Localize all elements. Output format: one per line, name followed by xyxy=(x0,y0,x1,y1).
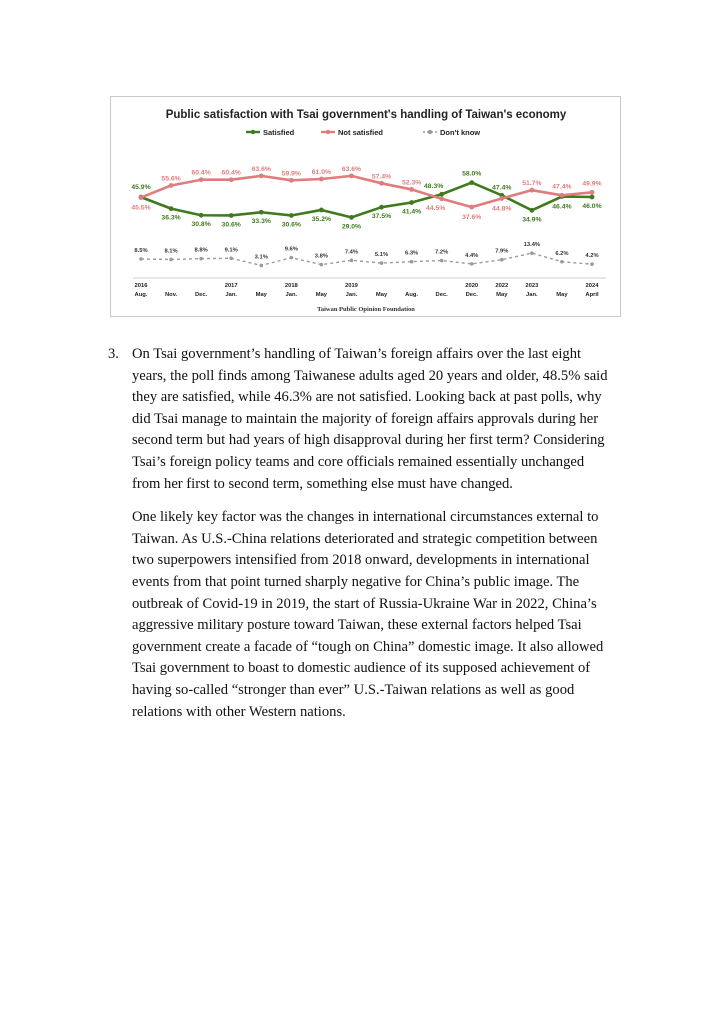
data-label: 55.6% xyxy=(161,175,181,183)
data-point xyxy=(139,195,144,200)
x-tick-label: April xyxy=(585,292,599,298)
data-label: 7.2% xyxy=(435,249,449,256)
data-point xyxy=(259,173,264,178)
data-label: 30.6% xyxy=(221,221,241,229)
x-tick-label-year: 2016 xyxy=(134,283,148,289)
series-layer xyxy=(131,166,601,267)
data-label: 44.8% xyxy=(492,205,512,213)
series-don-t-know xyxy=(134,242,598,267)
data-point xyxy=(529,208,534,213)
list-number: 3. xyxy=(108,346,119,362)
paragraph: One likely key factor was the changes in international circumstances external to Taiwan. As U.S.-China relations deteriorated and strategic competition between two superpowers intensified from 2018 onward, developments in international events from that point turned sharply negative for China’s public image. The outbreak of Covid-19 in 2019, the start of Russia-Ukraine War in 2022, China’s aggressive military posture toward Taiwan, these external factors helped Tsai government create a facade of “tough on China” domestic image. It also allowed Tsai government to boast to domestic audience of its supposed achievement of having so-called “stronger than ever” U.S.-Taiwan relations as well as good relations with other Western nations. xyxy=(132,509,604,720)
data-label: 4.2% xyxy=(585,253,599,260)
data-label: 30.6% xyxy=(281,221,301,229)
data-label: 6.3% xyxy=(404,250,419,257)
legend-marker xyxy=(326,130,330,134)
data-point xyxy=(470,262,474,266)
data-point xyxy=(350,259,354,263)
data-point xyxy=(319,177,324,182)
x-tick-label: Dec. xyxy=(465,292,478,298)
data-point xyxy=(590,190,595,195)
economy-satisfaction-chart xyxy=(110,96,621,317)
data-point xyxy=(380,261,384,265)
data-label: 44.5% xyxy=(426,204,446,212)
x-tick-label: May xyxy=(496,292,508,298)
data-point xyxy=(530,251,534,255)
data-label: 33.3% xyxy=(251,218,271,226)
x-tick-label-year: 2019 xyxy=(345,283,358,289)
data-point xyxy=(349,173,354,178)
x-axis-labels xyxy=(135,283,600,298)
x-tick-label: May xyxy=(556,292,568,298)
legend-entry xyxy=(246,128,295,137)
data-point xyxy=(199,213,204,218)
chart-canvas xyxy=(111,97,622,318)
data-point xyxy=(469,180,474,185)
data-point xyxy=(289,178,294,183)
data-label: 9.1% xyxy=(224,247,238,254)
paragraph: On Tsai government’s handling of Taiwan’s foreign affairs over the last eight years, the poll finds among Taiwanese adults aged 20 years and older, 48.5% said they are satisfied, while 46.3% are not satisfied. Looking back at past polls, why did Tsai manage to maintain the majority of foreign affairs approvals during her second term but had years of high disapproval during her first term? Considering Tsai’s foreign policy teams and core officials remained essentially unchanged from her first to second term, something else must have changed. xyxy=(132,346,608,492)
data-label: 37.6% xyxy=(462,214,482,222)
data-label: 61.0% xyxy=(311,169,332,176)
data-point xyxy=(499,196,504,201)
data-point xyxy=(259,264,263,268)
data-point xyxy=(169,258,173,262)
chart-legend xyxy=(246,128,480,137)
data-point xyxy=(500,258,504,262)
data-label: 29.0% xyxy=(341,223,362,231)
x-tick-label-year: 2018 xyxy=(284,283,298,289)
data-label: 63.6% xyxy=(251,165,271,173)
data-point xyxy=(410,260,414,264)
data-label: 60.4% xyxy=(191,169,211,177)
data-label: 60.4% xyxy=(221,169,241,177)
data-point xyxy=(379,181,384,186)
data-label: 47.4% xyxy=(552,183,572,191)
data-point xyxy=(320,263,324,267)
data-label: 35.2% xyxy=(311,215,332,223)
data-point xyxy=(229,256,233,260)
data-label: 30.8% xyxy=(191,221,211,229)
data-label: 49.9% xyxy=(582,180,602,188)
data-label: 7.9% xyxy=(495,248,509,255)
data-point xyxy=(169,206,174,211)
data-label: 47.4% xyxy=(492,184,512,192)
data-label: 37.5% xyxy=(371,213,392,221)
data-label: 4.4% xyxy=(465,252,479,259)
data-label: 46.4% xyxy=(552,203,572,211)
data-point xyxy=(229,213,234,218)
data-label: 6.2% xyxy=(555,250,569,257)
x-tick-label-year: 2017 xyxy=(224,283,238,289)
data-label: 8.5% xyxy=(134,248,148,254)
legend-label: Not satisfied xyxy=(338,128,384,137)
data-point xyxy=(469,205,474,210)
data-label: 59.9% xyxy=(281,170,301,178)
data-point xyxy=(409,187,414,192)
legend-entry xyxy=(423,128,480,137)
x-tick-label-year: 2023 xyxy=(525,283,539,289)
data-point xyxy=(319,208,324,213)
x-tick-label-year: 2020 xyxy=(465,283,479,289)
x-tick-label: Jan. xyxy=(285,292,298,298)
legend-marker xyxy=(428,130,432,134)
data-point xyxy=(439,196,444,201)
x-tick-label: May xyxy=(255,292,267,298)
chart-source: Taiwan Public Opinion Foundation xyxy=(317,306,415,313)
data-point xyxy=(379,205,384,210)
legend-entry xyxy=(321,128,383,137)
data-label: 45.9% xyxy=(131,184,151,192)
legend-label: Satisfied xyxy=(263,128,295,137)
data-label: 48.3% xyxy=(424,183,444,191)
x-tick-label-year: 2022 xyxy=(495,283,509,289)
data-label: 58.0% xyxy=(462,170,482,178)
data-point xyxy=(169,183,174,188)
chart-title: Public satisfaction with Tsai government's handling of Taiwan's economy xyxy=(165,109,567,121)
data-label: 3.8% xyxy=(314,253,329,260)
data-point xyxy=(229,177,234,182)
x-tick-label: Nov. xyxy=(164,292,178,298)
data-point xyxy=(290,256,294,260)
data-label: 34.9% xyxy=(522,216,542,224)
data-label: 5.1% xyxy=(374,252,389,259)
x-tick-label-year: 2024 xyxy=(585,283,599,289)
data-label: 41.4% xyxy=(401,208,422,216)
legend-label: Don't know xyxy=(440,128,481,137)
data-label: 9.6% xyxy=(284,246,298,253)
x-tick-label: Aug. xyxy=(134,292,148,298)
data-label: 45.5% xyxy=(131,204,151,212)
data-label: 13.4% xyxy=(523,242,541,249)
x-tick-label: Aug. xyxy=(405,292,419,298)
x-tick-label: Jan. xyxy=(345,292,358,298)
numbered-list-item xyxy=(108,344,608,723)
data-label: 36.3% xyxy=(161,214,181,222)
data-label: 8.8% xyxy=(194,247,208,254)
data-point xyxy=(199,177,204,182)
data-point xyxy=(440,259,444,263)
data-point xyxy=(199,257,203,261)
data-point xyxy=(529,188,534,193)
data-point xyxy=(590,195,595,200)
data-label: 7.4% xyxy=(344,249,359,256)
data-point xyxy=(560,193,565,198)
x-tick-label: May xyxy=(375,292,388,298)
x-tick-label: Jan. xyxy=(526,292,538,298)
data-label: 46.0% xyxy=(582,203,602,210)
data-label: 8.1% xyxy=(164,248,178,255)
legend-marker xyxy=(251,130,255,134)
data-label: 57.4% xyxy=(371,173,392,181)
data-point xyxy=(439,192,444,197)
data-point xyxy=(560,260,564,264)
x-tick-label: Dec. xyxy=(435,292,448,298)
x-tick-label: Dec. xyxy=(195,292,208,298)
data-point xyxy=(349,215,354,220)
data-label: 51.7% xyxy=(522,180,542,188)
data-point xyxy=(590,262,594,266)
x-tick-label: May xyxy=(315,292,328,298)
data-label: 52.3% xyxy=(401,179,422,187)
data-point xyxy=(139,257,143,261)
x-tick-label: Jan. xyxy=(225,292,238,298)
data-point xyxy=(409,200,414,205)
data-point xyxy=(259,210,264,215)
data-label: 63.6% xyxy=(341,165,362,173)
data-label: 3.1% xyxy=(254,254,268,261)
data-point xyxy=(289,213,294,218)
